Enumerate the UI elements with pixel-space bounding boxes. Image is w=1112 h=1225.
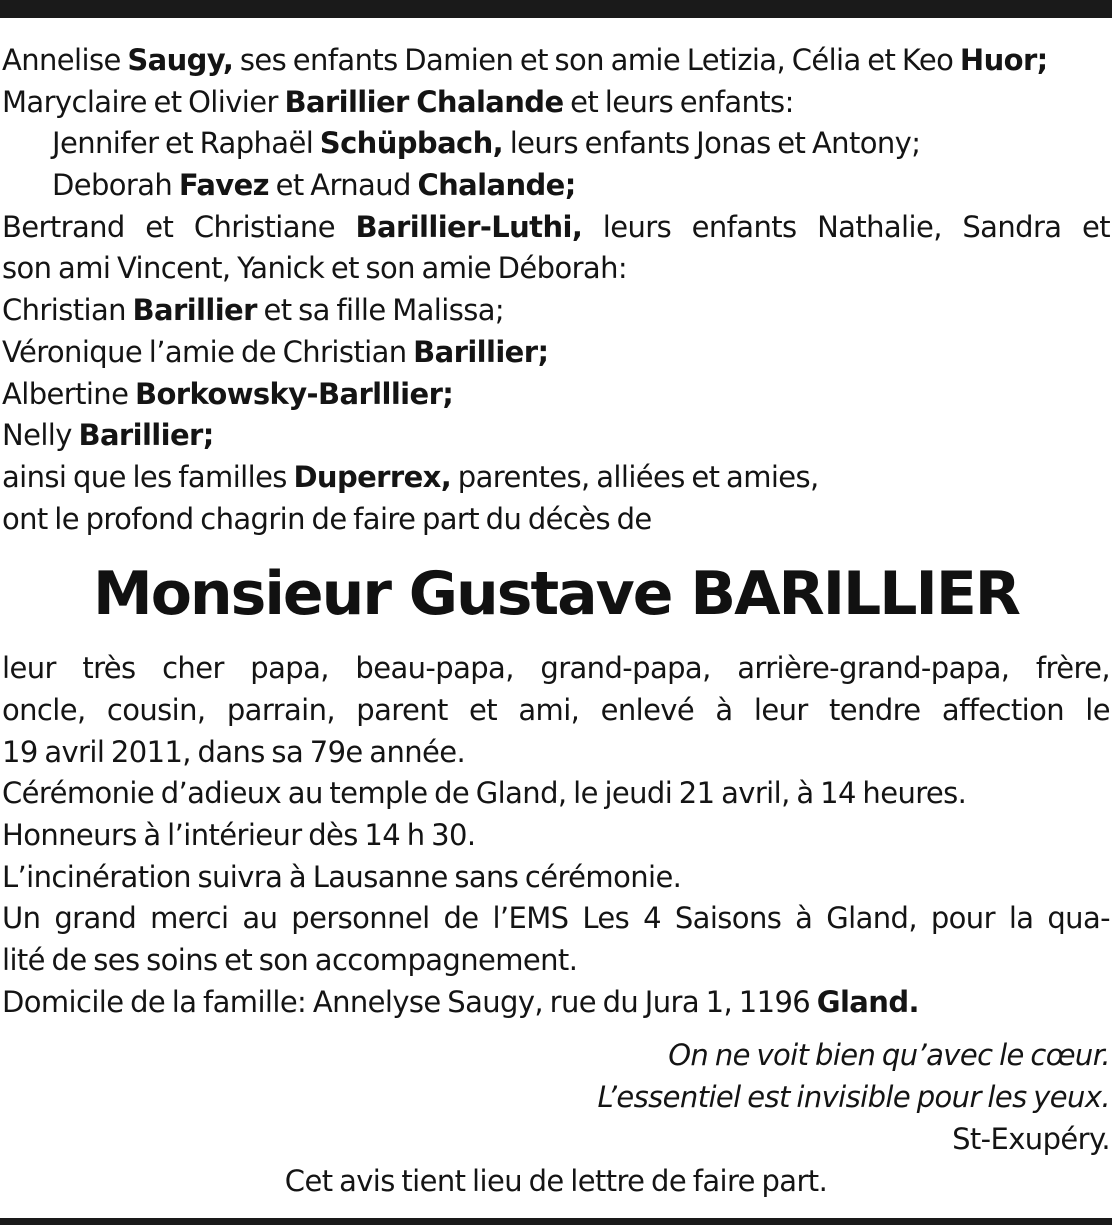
name-bold: Barillier: [132, 293, 257, 328]
quote-author: St-Exupéry.: [952, 1121, 1110, 1156]
text-span: ainsi que les familles: [2, 459, 294, 494]
details-line: [2, 898, 1110, 940]
text-span: L’incinération suivra à Lausanne sans cérémonie.: [2, 859, 682, 894]
details-text: [2, 648, 1110, 1023]
details-line: [2, 857, 1110, 899]
name-bold: Schüpbach,: [319, 126, 504, 161]
name-bold: Favez: [178, 168, 269, 203]
details-line: [2, 815, 1110, 857]
text-span: et leurs enfants:: [563, 84, 794, 119]
details-line: [2, 690, 1110, 732]
obituary-notice: [2, 40, 1110, 1202]
name-bold: Barillier;: [413, 334, 549, 369]
text-span: ont le profond chagrin de faire part du décès de: [2, 501, 652, 536]
text-span: Annelise: [2, 43, 128, 77]
details-line: [2, 648, 1110, 690]
family-line: [2, 374, 1110, 416]
notice-footer: Cet avis tient lieu de lettre de faire part.: [284, 1163, 828, 1198]
text-span: Véronique l’amie de Christian: [2, 334, 414, 369]
text-span: Cérémonie d’adieux au temple de Gland, le jeudi 21 avril, à 14 heures.: [2, 776, 967, 811]
text-span: leur très cher papa, beau-papa, grand-papa, arrière-grand-papa, frère,: [2, 651, 1110, 686]
text-span: Un grand merci au personnel de l’EMS Les 4 Saisons à Gland, pour la qua-: [2, 901, 1110, 936]
text-span: ses enfants Damien et son amie Letizia, Célia et Keo: [233, 43, 960, 77]
details-line: [2, 773, 1110, 815]
spacer: [2, 1023, 1110, 1035]
text-span: et sa fille Malissa;: [256, 293, 505, 328]
family-line: [2, 415, 1110, 457]
text-span: Honneurs à l’intérieur dès 14 h 30.: [2, 818, 476, 852]
text-span: Maryclaire et Olivier: [2, 84, 285, 119]
quote-line-2: L’essentiel est invisible pour les yeux.: [597, 1080, 1110, 1115]
name-bold: Barillier Chalande: [284, 84, 564, 119]
text-span: et Arnaud: [268, 168, 418, 203]
deceased-name: Monsieur Gustave BARILLIER: [92, 559, 1020, 630]
text-span: Nelly: [2, 418, 79, 453]
text-span: 19 avril 2011, dans sa 79e année.: [2, 734, 466, 769]
text-span: leurs enfants Jonas et Antony;: [503, 126, 921, 161]
name-bold: Chalande;: [417, 168, 576, 203]
family-line: [2, 499, 1110, 541]
family-line: [2, 40, 1110, 82]
family-line: [2, 457, 1110, 499]
text-span: leurs enfants Nathalie, Sandra et: [582, 209, 1110, 244]
name-bold: Gland.: [816, 984, 919, 1019]
family-line: [2, 332, 1110, 374]
name-bold: Borkowsky-Barlllier;: [134, 376, 454, 411]
family-line: [2, 290, 1110, 332]
text-span: Jennifer et Raphaël: [52, 126, 320, 161]
text-span: Domicile de la famille: Annelyse Saugy, rue du Jura 1, 1196: [2, 984, 817, 1019]
name-bold: Huor;: [959, 43, 1048, 77]
family-list: [2, 40, 1110, 540]
text-span: Albertine: [2, 376, 135, 411]
text-span: parentes, alliées et amies,: [451, 459, 819, 494]
family-line: [2, 82, 1110, 124]
family-line: [2, 207, 1110, 249]
text-span: son ami Vincent, Yanick et son amie Déborah:: [2, 251, 628, 286]
details-line: [2, 982, 1110, 1024]
top-border-rule: [0, 0, 1112, 18]
family-line: [2, 123, 1110, 165]
name-bold: Barillier-Luthi,: [355, 209, 583, 244]
name-bold: Duperrex,: [293, 459, 452, 494]
family-line: [2, 165, 1110, 207]
name-bold: Barillier;: [78, 418, 214, 453]
quote-line-1: On ne voit bien qu’avec le cœur.: [668, 1038, 1110, 1073]
name-bold: Saugy,: [127, 43, 234, 77]
text-span: oncle, cousin, parrain, parent et ami, enlevé à leur tendre affection le: [2, 692, 1110, 727]
text-span: Bertrand et Christiane: [2, 209, 356, 244]
details-line: [2, 940, 1110, 982]
text-span: Deborah: [52, 168, 179, 203]
details-line: [2, 732, 1110, 774]
text-span: Christian: [2, 293, 133, 328]
text-span: lité de ses soins et son accompagnement.: [2, 943, 578, 978]
family-line: [2, 248, 1110, 290]
bottom-border-rule: [0, 1218, 1112, 1225]
